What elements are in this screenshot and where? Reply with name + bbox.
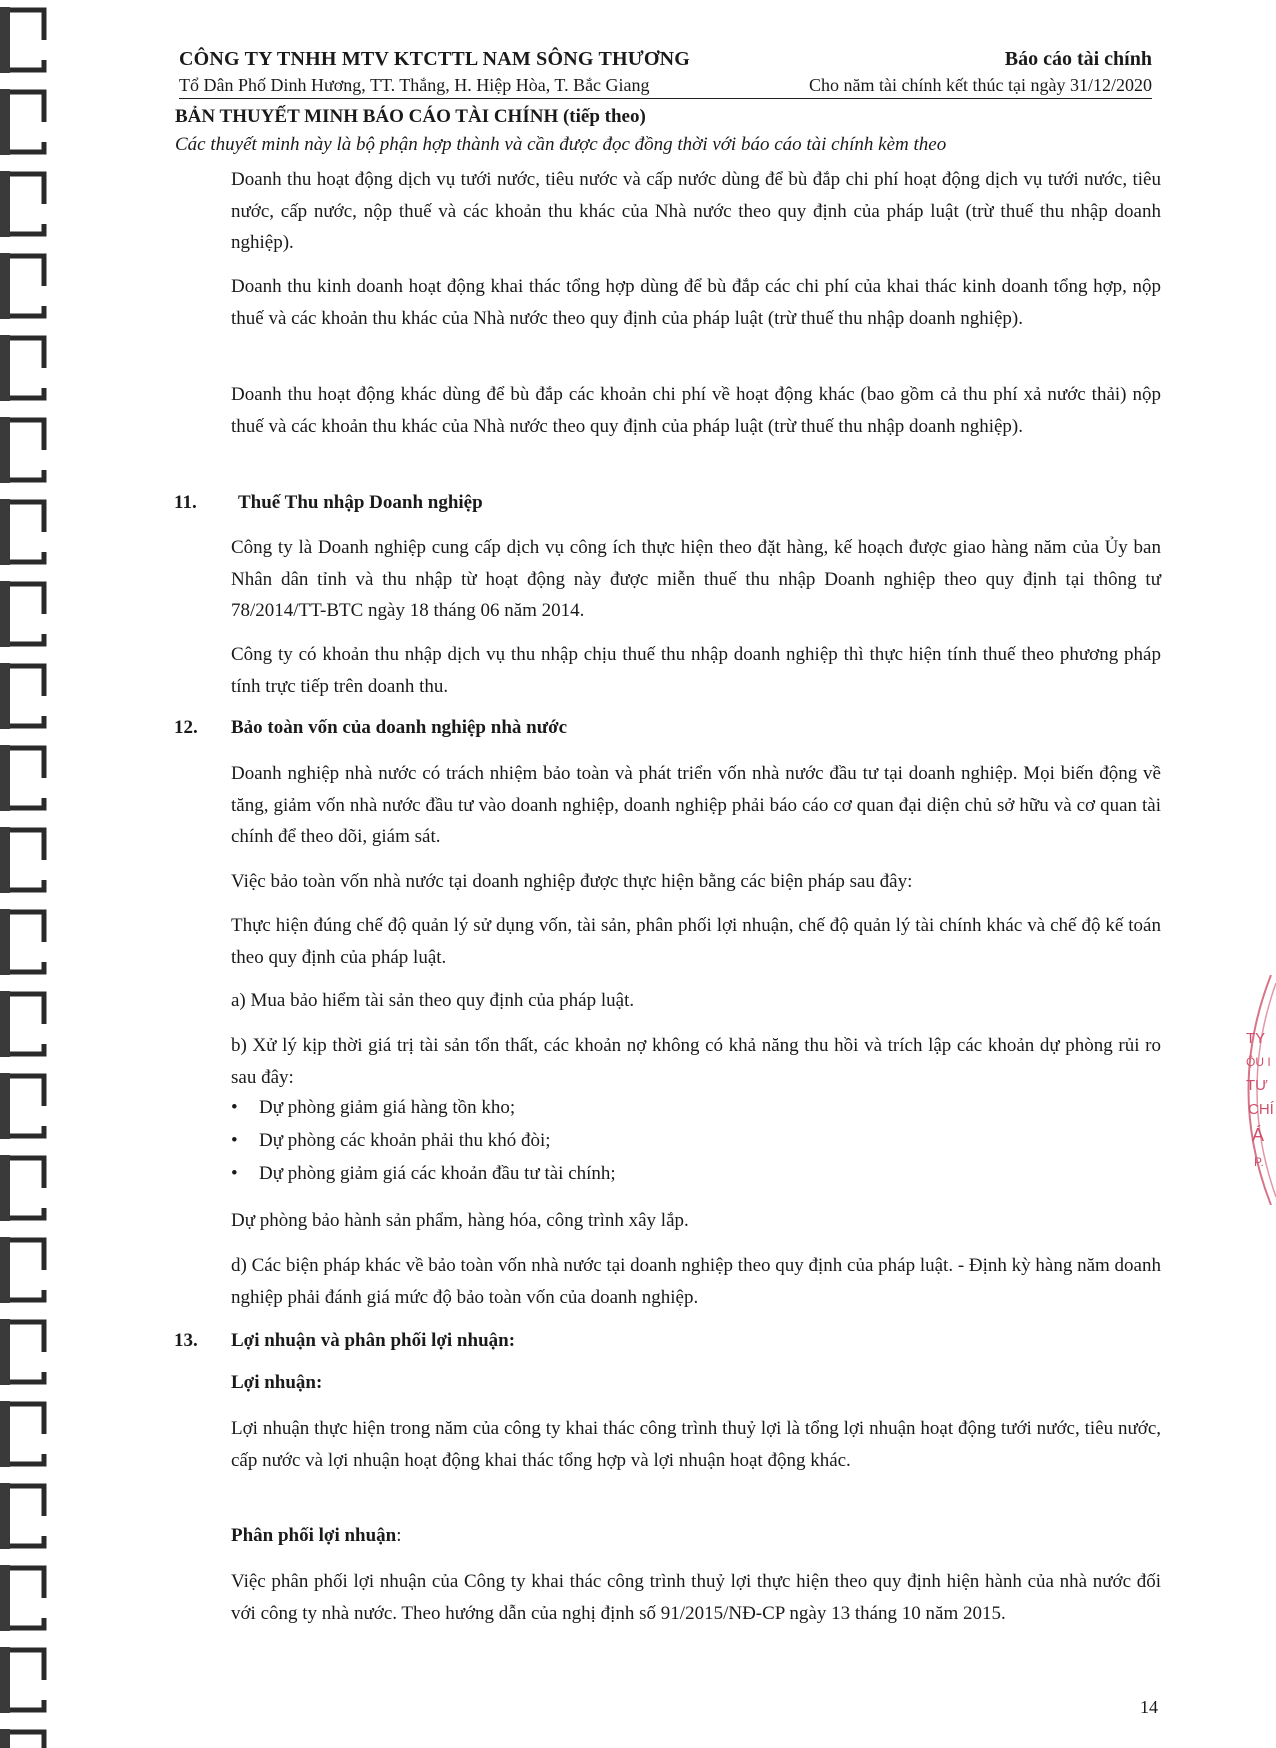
company-name: CÔNG TY TNHH MTV KTCTTL NAM SÔNG THƯƠNG bbox=[179, 48, 691, 70]
paragraph: Doanh thu hoạt động dịch vụ tưới nước, tiêu nước và cấp nước dùng để bù đắp chi phí hoạt động dịch vụ tưới nước, tiêu nước, cấp nước, nộp thuế và các khoản thu khác của Nhà nước theo quy định của pháp luật (trừ thuế thu nhập doanh nghiệp). bbox=[231, 169, 1161, 253]
paragraph: Thực hiện đúng chế độ quản lý sử dụng vốn, tài sản, phân phối lợi nhuận, chế độ quản lý tài chính khác và chế độ kế toán theo quy định của pháp luật. bbox=[231, 915, 1161, 968]
bullet-text: Dự phòng các khoản phải thu khó đòi; bbox=[259, 1130, 551, 1151]
report-type: Báo cáo tài chính bbox=[1004, 48, 1152, 70]
list-item: d) Các biện pháp khác về bảo toàn vốn nhà nước tại doanh nghiệp theo quy định của pháp luật. - Định kỳ hàng năm doanh nghiệp phải đánh giá mức độ bảo toàn vốn của doanh nghiệp. bbox=[231, 1255, 1161, 1308]
paragraph: Việc bảo toàn vốn nhà nước tại doanh nghiệp được thực hiện bằng các biện pháp sau đây: bbox=[231, 871, 913, 892]
stamp-fragment: CHÍ bbox=[1248, 1101, 1274, 1118]
bullet-icon: • bbox=[231, 1163, 238, 1184]
stamp-seal-icon bbox=[1216, 975, 1276, 1205]
section-heading: Thuế Thu nhập Doanh nghiệp bbox=[238, 492, 483, 513]
section-title-suffix: (tiếp theo) bbox=[562, 106, 646, 127]
stamp-fragment: P. bbox=[1254, 1155, 1264, 1169]
section-heading: Lợi nhuận và phân phối lợi nhuận: bbox=[231, 1330, 516, 1351]
bullet-item bbox=[231, 1130, 551, 1152]
bullet-item bbox=[231, 1163, 616, 1185]
section-number: 11. bbox=[174, 492, 197, 513]
paragraph: Công ty có khoản thu nhập dịch vụ thu nhập chịu thuế thu nhập doanh nghiệp thì thực hiện tính thuế theo phương pháp tính trực tiếp trên doanh thu. bbox=[231, 644, 1161, 697]
bullet-icon: • bbox=[231, 1097, 238, 1118]
section-number: 13. bbox=[174, 1330, 198, 1351]
spiral-binding-icon bbox=[0, 0, 60, 1748]
section-title bbox=[175, 106, 646, 128]
paragraph: Lợi nhuận thực hiện trong năm của công ty khai thác công trình thuỷ lợi là tổng lợi nhuận hoạt động tưới nước, tiêu nước, cấp nước và lợi nhuận hoạt động khai thác tổng hợp và lợi nhuận hoạt động khác. bbox=[231, 1418, 1161, 1471]
stamp-fragment: TƯ bbox=[1246, 1077, 1268, 1094]
bullet-icon: • bbox=[231, 1130, 238, 1151]
subsection-heading-text: Phân phối lợi nhuận bbox=[231, 1525, 397, 1546]
bullet-text: Dự phòng giảm giá hàng tồn kho; bbox=[259, 1097, 516, 1118]
paragraph: Doanh thu hoạt động khác dùng để bù đắp các khoản chi phí về hoạt động khác (bao gồm cả thu phí xả nước thải) nộp thuế và các khoản thu khác của Nhà nước theo quy định của pháp luật (trừ thuế thu nhập doanh nghiệp). bbox=[231, 384, 1161, 437]
stamp-fragment: ỘU I bbox=[1246, 1055, 1271, 1069]
paragraph: Việc phân phối lợi nhuận của Công ty khai thác công trình thuỷ lợi thực hiện theo quy định hiện hành của nhà nước đối với công ty nhà nước. Theo hướng dẫn của nghị định số 91/2015/NĐ-CP ngày 13 tháng 10 năm 2015. bbox=[231, 1571, 1161, 1624]
bullet-text: Dự phòng giảm giá các khoản đầu tư tài chính; bbox=[259, 1163, 616, 1184]
subsection-heading bbox=[231, 1525, 402, 1547]
list-item: b) Xử lý kịp thời giá trị tài sản tổn thất, các khoản nợ không có khả năng thu hồi và trích lập các khoản dự phòng rủi ro sau đây: bbox=[231, 1035, 1161, 1088]
section-title-main: BẢN THUYẾT MINH BÁO CÁO TÀI CHÍNH bbox=[175, 106, 559, 127]
header-top-row bbox=[179, 48, 1152, 71]
header-divider bbox=[179, 98, 1152, 99]
header-second-row bbox=[179, 75, 1152, 96]
section-heading: Bảo toàn vốn của doanh nghiệp nhà nước bbox=[231, 717, 568, 738]
list-item: a) Mua bảo hiểm tài sản theo quy định của pháp luật. bbox=[231, 990, 635, 1011]
company-address: Tổ Dân Phố Dinh Hương, TT. Thắng, H. Hiệp Hòa, T. Bắc Giang bbox=[179, 75, 650, 95]
page-number: 14 bbox=[1140, 1697, 1158, 1717]
paragraph: Công ty là Doanh nghiệp cung cấp dịch vụ công ích thực hiện theo đặt hàng, kế hoạch được giao hàng năm của Ủy ban Nhân dân tỉnh và thu nhập từ hoạt động này được miễn thuế thu nhập Doanh nghiệp theo quy định tại thông tư 78/2014/TT-BTC ngày 18 tháng 06 năm 2014. bbox=[231, 537, 1161, 621]
paragraph: Doanh thu kinh doanh hoạt động khai thác tổng hợp dùng để bù đắp các chi phí của khai thác kinh doanh tổng hợp, nộp thuế và các khoản thu khác của Nhà nước theo quy định của pháp luật (trừ thuế thu nhập doanh nghiệp). bbox=[231, 276, 1161, 329]
paragraph: Doanh nghiệp nhà nước có trách nhiệm bảo toàn và phát triển vốn nhà nước đầu tư tại doanh nghiệp. Mọi biến động về tăng, giảm vốn nhà nước đầu tư vào doanh nghiệp, doanh nghiệp phải báo cáo cơ quan đại diện chủ sở hữu và cơ quan tài chính để theo dõi, giám sát. bbox=[231, 763, 1161, 847]
paragraph: Dự phòng bảo hành sản phẩm, hàng hóa, công trình xây lắp. bbox=[231, 1210, 689, 1231]
section-subtitle: Các thuyết minh này là bộ phận hợp thành và cần được đọc đồng thời với báo cáo tài chính kèm theo bbox=[175, 134, 947, 155]
subsection-heading: Lợi nhuận: bbox=[231, 1372, 323, 1393]
report-period: Cho năm tài chính kết thúc tại ngày 31/12/2020 bbox=[809, 75, 1152, 95]
stamp-fragment: Á bbox=[1252, 1125, 1265, 1145]
stamp-fragment: TY bbox=[1246, 1030, 1266, 1047]
bullet-item bbox=[231, 1097, 515, 1119]
section-number: 12. bbox=[174, 717, 198, 738]
subsection-heading-colon: : bbox=[396, 1525, 402, 1546]
